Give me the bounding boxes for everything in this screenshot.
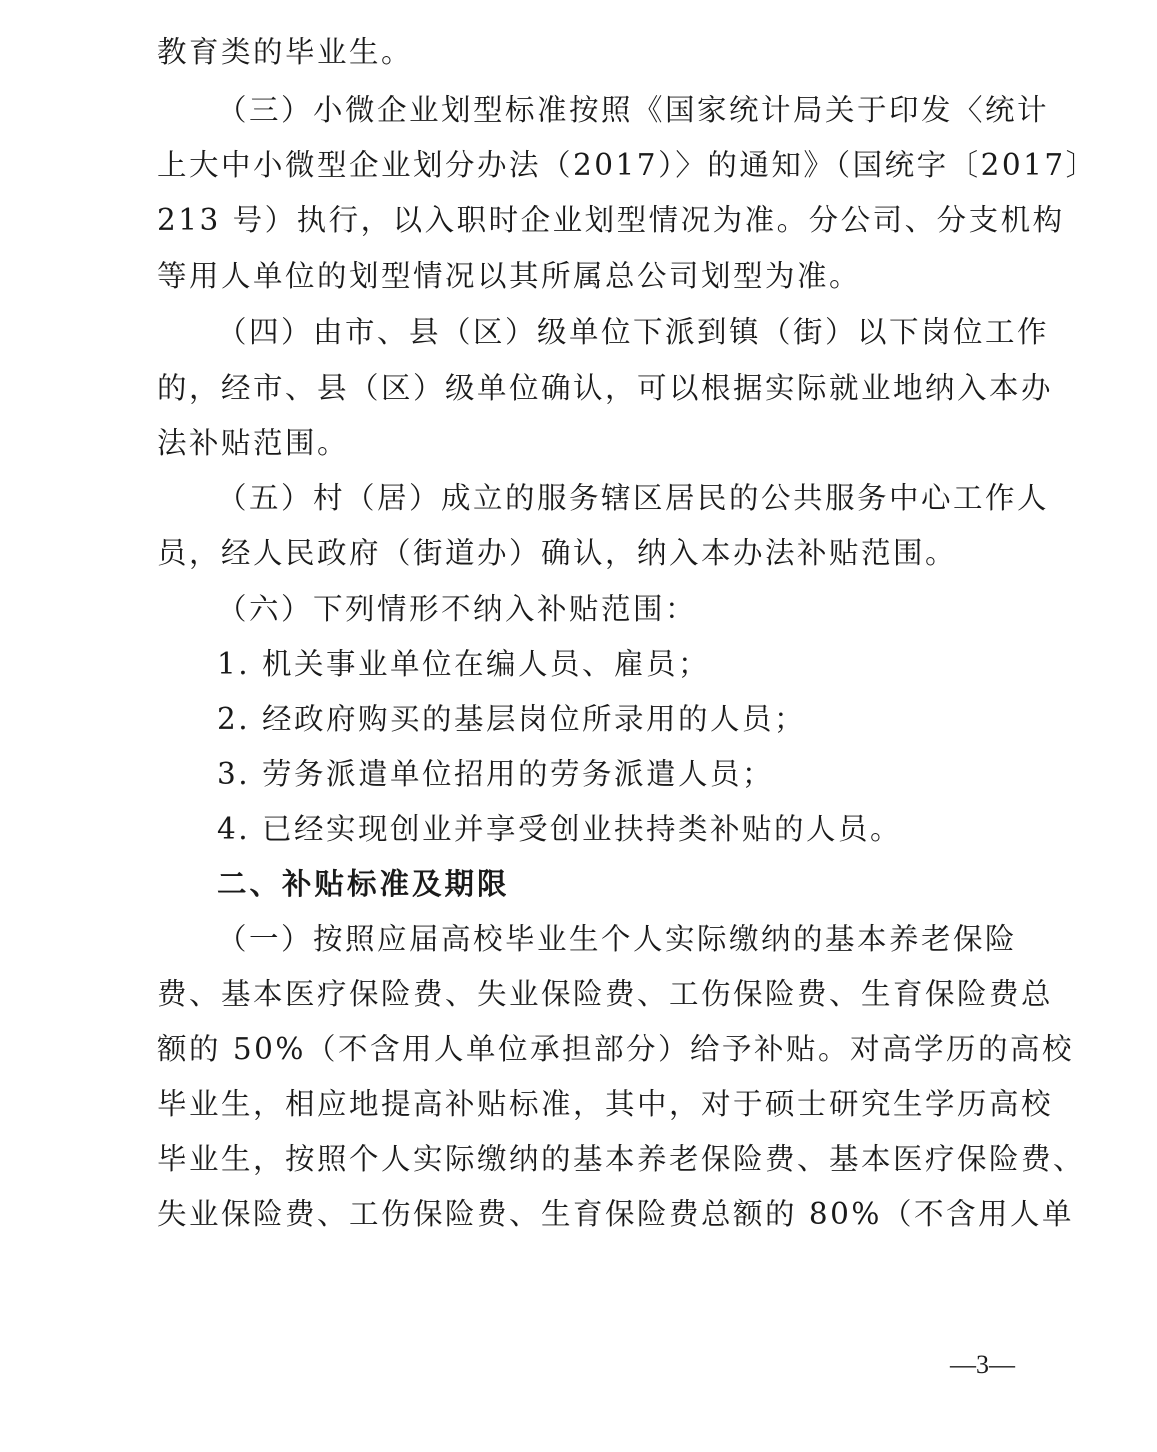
text-line: 等用人单位的划型情况以其所属总公司划型为准。 — [157, 259, 862, 293]
list-item: 4. 已经实现创业并享受创业扶持类补贴的人员。 — [217, 812, 903, 846]
text-line: 员，经人民政府（街道办）确认，纳入本办法补贴范围。 — [157, 536, 958, 570]
text-line: 费、基本医疗保险费、失业保险费、工伤保险费、生育保险费总 — [157, 977, 1054, 1011]
paragraph-start-line: （四）由市、县（区）级单位下派到镇（街）以下岗位工作 — [217, 315, 1050, 349]
paragraph-start-line: （五）村（居）成立的服务辖区居民的公共服务中心工作人 — [217, 481, 1050, 515]
section-heading: 二、补贴标准及期限 — [217, 867, 510, 901]
list-item: 3. 劳务派遣单位招用的劳务派遣人员； — [217, 757, 775, 791]
text-line: 毕业生，相应地提高补贴标准，其中，对于硕士研究生学历高校 — [157, 1087, 1054, 1121]
text-line: 额的 50%（不含用人单位承担部分）给予补贴。对高学历的高校 — [157, 1032, 1074, 1066]
text-line: 教育类的毕业生。 — [157, 35, 414, 69]
text-line: 213 号）执行，以入职时企业划型情况为准。分公司、分支机构 — [157, 203, 1065, 237]
list-item: 1. 机关事业单位在编人员、雇员； — [217, 647, 711, 681]
text-line: 的，经市、县（区）级单位确认，可以根据实际就业地纳入本办 — [157, 371, 1054, 405]
text-line: 上大中小微型企业划分办法（2017）〉的通知》（国统字〔2017〕 — [157, 148, 1098, 182]
text-line: 法补贴范围。 — [157, 426, 350, 460]
list-intro-line: （六）下列情形不纳入补贴范围： — [217, 592, 698, 626]
paragraph-start-line: （三）小微企业划型标准按照《国家统计局关于印发〈统计 — [217, 93, 1050, 127]
list-item: 2. 经政府购买的基层岗位所录用的人员； — [217, 702, 807, 736]
page-number: —3— — [950, 1350, 1015, 1379]
text-line: 毕业生，按照个人实际缴纳的基本养老保险费、基本医疗保险费、 — [157, 1142, 1086, 1176]
paragraph-start-line: （一）按照应届高校毕业生个人实际缴纳的基本养老保险 — [217, 922, 1018, 956]
text-line: 失业保险费、工伤保险费、生育保险费总额的 80%（不含用人单 — [157, 1197, 1074, 1231]
